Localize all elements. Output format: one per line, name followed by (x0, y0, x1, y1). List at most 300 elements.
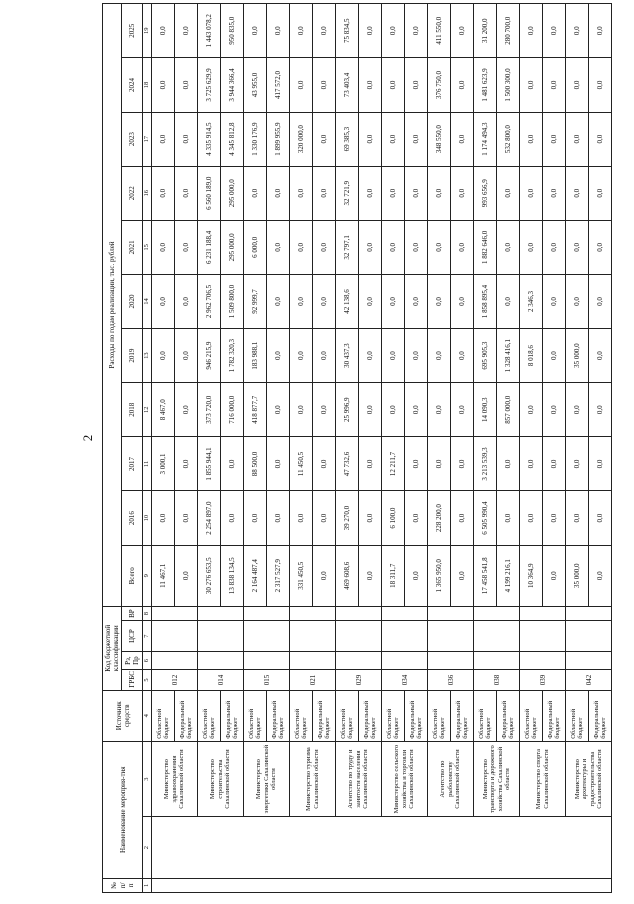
table-row (566, 4, 589, 893)
year-value: 0,0 (589, 166, 612, 220)
code-cell (520, 621, 566, 652)
total-value: 0,0 (313, 545, 336, 606)
year-value: 0,0 (313, 437, 336, 491)
year-value: 0,0 (175, 220, 198, 274)
year-value: 0,0 (520, 383, 543, 437)
year-value: 0,0 (405, 329, 428, 383)
year-value: 0,0 (244, 491, 267, 545)
column-number: 2 (143, 817, 152, 878)
year-value: 0,0 (267, 4, 290, 58)
code-cell (566, 621, 612, 652)
column-number: 13 (143, 329, 152, 383)
header-csr: ЦСР (122, 621, 143, 652)
header-year: 2021 (122, 220, 143, 274)
funding-source: Федеральный бюджет (175, 690, 198, 741)
column-number-row (143, 4, 152, 893)
table-row (382, 4, 405, 893)
year-value: 69 385,3 (336, 112, 359, 166)
column-number: 12 (143, 383, 152, 437)
year-value: 0,0 (520, 112, 543, 166)
year-value: 0,0 (152, 491, 175, 545)
organization-name: Министерство сельского хозяйства и торговли Сахалинской области (382, 741, 428, 817)
year-value: 0,0 (566, 274, 589, 328)
year-value: 2 346,3 (520, 274, 543, 328)
funding-source: Областной бюджет (382, 690, 405, 741)
rotated-table-container (102, 3, 608, 893)
year-value: 0,0 (520, 166, 543, 220)
header-no: № п/п (103, 878, 143, 892)
year-value: 0,0 (451, 437, 474, 491)
year-value: 0,0 (175, 329, 198, 383)
year-value: 0,0 (589, 4, 612, 58)
year-value: 1 882 646,0 (474, 220, 497, 274)
total-value: 0,0 (589, 545, 612, 606)
code-cell (152, 621, 198, 652)
year-value: 0,0 (175, 112, 198, 166)
year-value: 0,0 (520, 4, 543, 58)
header-year: 2016 (122, 491, 143, 545)
year-value: 0,0 (451, 4, 474, 58)
year-value: 12 211,7 (382, 437, 405, 491)
code-cell (428, 606, 474, 620)
year-value: 1 782 320,3 (221, 329, 244, 383)
year-value: 950 835,0 (221, 4, 244, 58)
year-value: 0,0 (451, 166, 474, 220)
code-cell (198, 606, 244, 620)
year-value: 0,0 (520, 58, 543, 112)
year-value: 0,0 (589, 220, 612, 274)
year-value: 0,0 (267, 274, 290, 328)
column-number: 18 (143, 58, 152, 112)
year-value: 0,0 (313, 166, 336, 220)
code-cell (336, 651, 382, 669)
header-code: Код бюджетной классификации (103, 606, 122, 690)
organization-name: Министерство строительства Сахалинской области (198, 741, 244, 817)
year-value: 0,0 (566, 166, 589, 220)
funding-source: Федеральный бюджет (543, 690, 566, 741)
code-cell (244, 606, 290, 620)
header-total: Всего (122, 545, 143, 606)
code-cell (474, 621, 520, 652)
year-value: 3 725 629,9 (198, 58, 221, 112)
funding-source: Областной бюджет (566, 690, 589, 741)
year-value: 1 328 416,1 (497, 329, 520, 383)
year-value: 2 962 706,5 (198, 274, 221, 328)
year-value: 0,0 (428, 274, 451, 328)
year-value: 0,0 (566, 383, 589, 437)
column-number: 14 (143, 274, 152, 328)
year-value: 0,0 (152, 220, 175, 274)
column-number: 16 (143, 166, 152, 220)
year-value: 0,0 (313, 220, 336, 274)
year-value: 0,0 (566, 4, 589, 58)
year-value: 0,0 (359, 274, 382, 328)
table-row (428, 4, 451, 893)
total-value: 13 838 134,5 (221, 545, 244, 606)
total-value: 1 365 950,0 (428, 545, 451, 606)
year-value: 0,0 (428, 329, 451, 383)
header-grbs: ГРБС (122, 670, 143, 690)
year-value: 0,0 (543, 383, 566, 437)
year-value: 0,0 (566, 112, 589, 166)
year-value: 0,0 (405, 4, 428, 58)
year-value: 0,0 (290, 274, 313, 328)
year-value: 0,0 (405, 274, 428, 328)
organization-name: Министерство здравоохранения Сахалинской области (152, 741, 198, 817)
column-number: 19 (143, 4, 152, 58)
funding-source: Областной бюджет (290, 690, 313, 741)
year-value: 0,0 (221, 437, 244, 491)
year-value: 0,0 (566, 58, 589, 112)
year-value: 2 254 897,0 (198, 491, 221, 545)
code-cell (428, 651, 474, 669)
budget-table (102, 3, 612, 893)
year-value: 0,0 (290, 166, 313, 220)
year-value: 0,0 (543, 491, 566, 545)
year-value: 0,0 (497, 437, 520, 491)
column-number: 4 (143, 690, 152, 741)
year-value: 857 000,0 (497, 383, 520, 437)
code-cell (428, 621, 474, 652)
funding-source: Областной бюджет (336, 690, 359, 741)
year-value: 1 443 078,2 (198, 4, 221, 58)
code-cell (474, 651, 520, 669)
year-value: 6 231 188,4 (198, 220, 221, 274)
year-value: 0,0 (267, 329, 290, 383)
year-value: 0,0 (543, 437, 566, 491)
year-value: 0,0 (267, 437, 290, 491)
year-value: 0,0 (290, 4, 313, 58)
year-value: 0,0 (359, 220, 382, 274)
year-value: 0,0 (382, 58, 405, 112)
year-value: 0,0 (543, 220, 566, 274)
year-value: 348 550,0 (428, 112, 451, 166)
grbs-code: 038 (474, 670, 520, 690)
year-value: 0,0 (405, 491, 428, 545)
column-number: 9 (143, 545, 152, 606)
year-value: 0,0 (244, 4, 267, 58)
grbs-code: 012 (152, 670, 198, 690)
column-number: 7 (143, 621, 152, 652)
organization-name: Агентство по рыболовству Сахалинской области (428, 741, 474, 817)
column-number: 10 (143, 491, 152, 545)
year-value: 14 090,3 (474, 383, 497, 437)
year-value: 32 721,9 (336, 166, 359, 220)
column-number: 17 (143, 112, 152, 166)
year-value: 0,0 (589, 58, 612, 112)
year-value: 0,0 (405, 220, 428, 274)
year-value: 1 500 300,0 (497, 58, 520, 112)
year-value: 0,0 (566, 491, 589, 545)
year-value: 0,0 (175, 274, 198, 328)
header-source: Источник средств (103, 690, 143, 741)
grbs-code: 029 (336, 670, 382, 690)
column-number: 6 (143, 651, 152, 669)
header-year: 2022 (122, 166, 143, 220)
year-value: 0,0 (497, 166, 520, 220)
year-value: 0,0 (290, 220, 313, 274)
funding-source: Областной бюджет (428, 690, 451, 741)
header-year: 2018 (122, 383, 143, 437)
total-value: 4 199 216,1 (497, 545, 520, 606)
year-value: 0,0 (313, 274, 336, 328)
year-value: 30 437,3 (336, 329, 359, 383)
code-cell (382, 621, 428, 652)
total-value: 0,0 (543, 545, 566, 606)
year-value: 0,0 (359, 166, 382, 220)
year-value: 32 797,1 (336, 220, 359, 274)
year-value: 0,0 (313, 4, 336, 58)
year-value: 6 505 990,4 (474, 491, 497, 545)
year-value: 75 834,5 (336, 4, 359, 58)
year-value: 0,0 (382, 220, 405, 274)
total-value: 0,0 (359, 545, 382, 606)
year-value: 0,0 (497, 220, 520, 274)
year-value: 0,0 (175, 58, 198, 112)
table-row (198, 4, 221, 893)
year-value: 0,0 (543, 58, 566, 112)
year-value: 0,0 (267, 166, 290, 220)
column-number: 15 (143, 220, 152, 274)
column-number: 3 (143, 741, 152, 817)
year-value: 0,0 (175, 383, 198, 437)
table-body (152, 4, 612, 893)
year-value: 1 330 176,9 (244, 112, 267, 166)
year-value: 0,0 (152, 112, 175, 166)
year-value: 0,0 (152, 274, 175, 328)
year-value: 0,0 (267, 383, 290, 437)
year-value: 1 855 944,1 (198, 437, 221, 491)
funding-source: Федеральный бюджет (497, 690, 520, 741)
total-value: 18 311,7 (382, 545, 405, 606)
table-row (290, 4, 313, 893)
total-value: 331 450,5 (290, 545, 313, 606)
row-number-cell (152, 878, 612, 892)
year-value: 0,0 (428, 166, 451, 220)
year-value: 946 215,9 (198, 329, 221, 383)
year-value: 0,0 (589, 112, 612, 166)
total-value: 0,0 (405, 545, 428, 606)
year-value: 0,0 (359, 491, 382, 545)
year-value: 1 899 955,9 (267, 112, 290, 166)
organization-name: Министерство транспорта и дорожного хозяйства Сахалинской области (474, 741, 520, 817)
total-value: 2 317 527,9 (267, 545, 290, 606)
column-number: 11 (143, 437, 152, 491)
year-value: 0,0 (359, 112, 382, 166)
year-value: 695 905,3 (474, 329, 497, 383)
code-cell (382, 606, 428, 620)
year-value: 0,0 (267, 220, 290, 274)
code-cell (474, 606, 520, 620)
year-value: 0,0 (313, 112, 336, 166)
year-value: 0,0 (428, 220, 451, 274)
year-value: 35 000,0 (566, 329, 589, 383)
year-value: 0,0 (543, 274, 566, 328)
funding-source: Федеральный бюджет (405, 690, 428, 741)
year-value: 373 720,0 (198, 383, 221, 437)
funding-source: Областной бюджет (244, 690, 267, 741)
funding-source: Областной бюджет (520, 690, 543, 741)
year-value: 0,0 (543, 329, 566, 383)
year-value: 0,0 (359, 329, 382, 383)
header-expenses: Расходы по годам реализации, тыс. рублей (103, 4, 122, 607)
year-value: 43 955,0 (244, 58, 267, 112)
grbs-code: 034 (382, 670, 428, 690)
year-value: 0,0 (451, 383, 474, 437)
year-value: 0,0 (382, 274, 405, 328)
code-cell (566, 651, 612, 669)
year-value: 0,0 (543, 166, 566, 220)
year-value: 0,0 (152, 166, 175, 220)
total-value: 0,0 (175, 545, 198, 606)
header-rzpr: Рз, Пр (122, 651, 143, 669)
organization-name: Министерство энергетики Сахалинской области (244, 741, 290, 817)
funding-source: Федеральный бюджет (451, 690, 474, 741)
year-value: 0,0 (428, 437, 451, 491)
grbs-code: 014 (198, 670, 244, 690)
activity-name-cell (152, 817, 612, 878)
grbs-code: 021 (290, 670, 336, 690)
year-value: 1 858 895,4 (474, 274, 497, 328)
year-value: 0,0 (543, 112, 566, 166)
code-cell (336, 621, 382, 652)
year-value: 716 000,0 (221, 383, 244, 437)
year-value: 0,0 (451, 112, 474, 166)
year-value: 8 467,0 (152, 383, 175, 437)
funding-source: Областной бюджет (474, 690, 497, 741)
year-value: 6 000,0 (244, 220, 267, 274)
total-value: 469 608,6 (336, 545, 359, 606)
year-value: 0,0 (313, 491, 336, 545)
total-value: 10 364,9 (520, 545, 543, 606)
year-value: 0,0 (589, 329, 612, 383)
year-value: 0,0 (175, 491, 198, 545)
year-value: 1 481 623,9 (474, 58, 497, 112)
table-row (244, 4, 267, 893)
code-cell (382, 651, 428, 669)
year-value: 0,0 (589, 383, 612, 437)
code-cell (152, 606, 198, 620)
code-cell (336, 606, 382, 620)
year-value: 42 138,6 (336, 274, 359, 328)
funding-source: Федеральный бюджет (313, 690, 336, 741)
year-value: 0,0 (382, 4, 405, 58)
year-value: 0,0 (359, 4, 382, 58)
year-value: 0,0 (152, 58, 175, 112)
organization-name: Министерство архитектуры и градостроительства Сахалинской области (566, 741, 612, 817)
table-row (474, 4, 497, 893)
code-cell (198, 621, 244, 652)
year-value: 0,0 (290, 383, 313, 437)
year-value: 0,0 (313, 383, 336, 437)
funding-source: Федеральный бюджет (221, 690, 244, 741)
funding-source: Федеральный бюджет (267, 690, 290, 741)
year-value: 0,0 (359, 437, 382, 491)
grbs-code: 039 (520, 670, 566, 690)
year-value: 0,0 (290, 329, 313, 383)
year-value: 88 500,0 (244, 437, 267, 491)
year-value: 11 450,5 (290, 437, 313, 491)
year-value: 0,0 (589, 491, 612, 545)
year-value: 0,0 (497, 491, 520, 545)
total-value: 0,0 (451, 545, 474, 606)
year-value: 4 345 812,8 (221, 112, 244, 166)
header-year: 2024 (122, 58, 143, 112)
year-value: 280 700,0 (497, 4, 520, 58)
year-value: 0,0 (566, 220, 589, 274)
year-value: 0,0 (589, 274, 612, 328)
column-number: 8 (143, 606, 152, 620)
year-value: 0,0 (543, 4, 566, 58)
grbs-code: 036 (428, 670, 474, 690)
year-value: 0,0 (267, 491, 290, 545)
year-value: 295 000,0 (221, 166, 244, 220)
year-value: 3 000,1 (152, 437, 175, 491)
year-value: 0,0 (152, 4, 175, 58)
year-value: 295 000,0 (221, 220, 244, 274)
year-value: 0,0 (405, 58, 428, 112)
header-year: 2019 (122, 329, 143, 383)
year-value: 0,0 (359, 58, 382, 112)
year-value: 6 560 189,0 (198, 166, 221, 220)
year-value: 0,0 (451, 329, 474, 383)
year-value: 0,0 (520, 220, 543, 274)
year-value: 0,0 (497, 274, 520, 328)
code-cell (290, 651, 336, 669)
year-value: 993 656,9 (474, 166, 497, 220)
year-value: 73 403,4 (336, 58, 359, 112)
year-value: 0,0 (428, 383, 451, 437)
code-cell (244, 621, 290, 652)
code-cell (244, 651, 290, 669)
table-row (336, 4, 359, 893)
year-value: 3 944 366,4 (221, 58, 244, 112)
year-value: 0,0 (405, 112, 428, 166)
year-value: 8 018,6 (520, 329, 543, 383)
organization-name: Министерство спорта Сахалинской области (520, 741, 566, 817)
year-value: 0,0 (405, 383, 428, 437)
year-value: 0,0 (405, 437, 428, 491)
code-cell (198, 651, 244, 669)
header-year: 2020 (122, 274, 143, 328)
header-year: 2023 (122, 112, 143, 166)
year-value: 0,0 (520, 491, 543, 545)
year-value: 0,0 (175, 166, 198, 220)
year-value: 532 800,0 (497, 112, 520, 166)
year-value: 1 509 800,0 (221, 274, 244, 328)
year-value: 25 996,9 (336, 383, 359, 437)
year-value: 0,0 (451, 274, 474, 328)
code-cell (290, 606, 336, 620)
grbs-code: 015 (244, 670, 290, 690)
total-value: 30 276 653,5 (198, 545, 221, 606)
year-value: 0,0 (382, 112, 405, 166)
year-value: 0,0 (451, 58, 474, 112)
year-value: 0,0 (451, 220, 474, 274)
year-value: 228 200,0 (428, 491, 451, 545)
year-value: 47 732,6 (336, 437, 359, 491)
total-value: 35 000,0 (566, 545, 589, 606)
year-value: 0,0 (221, 491, 244, 545)
year-value: 320 000,0 (290, 112, 313, 166)
year-value: 0,0 (359, 383, 382, 437)
year-value: 0,0 (566, 437, 589, 491)
year-value: 376 750,0 (428, 58, 451, 112)
code-cell (290, 621, 336, 652)
year-value: 0,0 (382, 329, 405, 383)
year-value: 0,0 (382, 166, 405, 220)
code-cell (520, 606, 566, 620)
